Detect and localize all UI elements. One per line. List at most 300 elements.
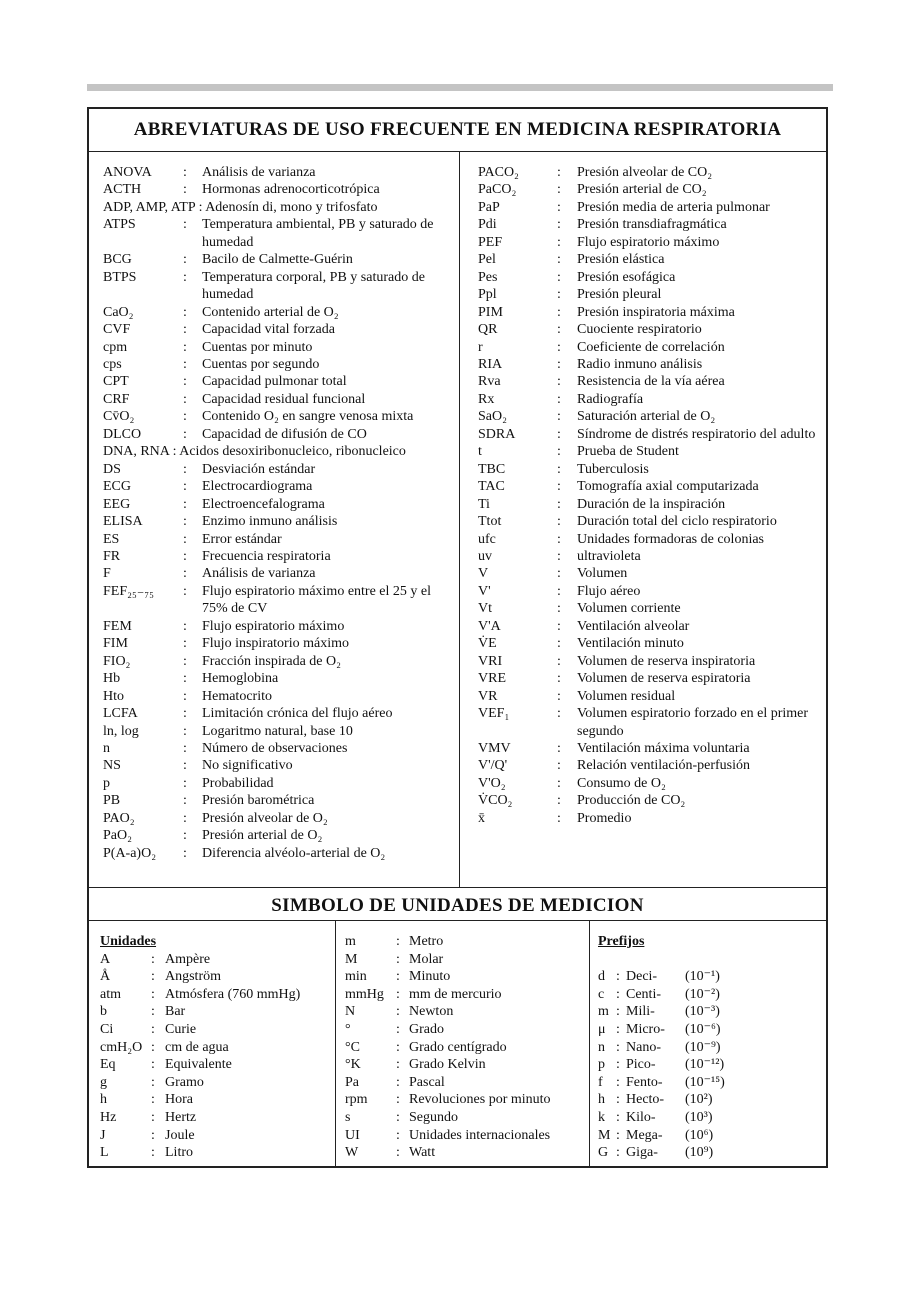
- abbreviation: x̄: [478, 810, 485, 826]
- abbreviation-entry: [478, 234, 818, 251]
- abbreviation-entry: [478, 216, 818, 233]
- abbreviation: V̇CO₂: [478, 793, 513, 809]
- abbreviation: CaO₂: [103, 304, 134, 320]
- abbreviation: Pel: [478, 252, 496, 268]
- definition: Duración total del ciclo respiratorio: [577, 514, 777, 530]
- column-divider: [589, 921, 590, 1168]
- definition: Tomografía axial computarizada: [577, 479, 759, 495]
- abbreviation-entry: [478, 565, 818, 582]
- definition: Volumen residual: [577, 688, 676, 704]
- abbreviation-entry: [478, 583, 818, 600]
- abbreviation-entry: [103, 827, 449, 844]
- definition: Número de observaciones: [202, 740, 348, 756]
- abbreviation: FIO₂: [103, 653, 131, 669]
- abbreviation: uv: [478, 548, 492, 564]
- definition: Unidades internacionales: [409, 1127, 551, 1143]
- colon: :: [396, 986, 400, 1002]
- prefix-entry: [598, 986, 818, 1004]
- definition: Volumen de reserva espiratoria: [577, 671, 751, 687]
- colon: :: [183, 845, 187, 861]
- divider: [89, 151, 826, 152]
- definition: Capacidad pulmonar total: [202, 374, 347, 390]
- abbreviation: Eq: [100, 1057, 116, 1073]
- unit-entry: [100, 1039, 330, 1057]
- unit-entry: [345, 1109, 585, 1127]
- abbreviation-entry: [478, 740, 818, 757]
- abbreviation: TAC: [478, 479, 505, 495]
- abbreviation-entry: [103, 513, 449, 530]
- abbreviation: FEF₂₅₋₇₅: [103, 583, 155, 599]
- abbreviation-entry: [478, 496, 818, 513]
- definition: Electroencefalograma: [202, 496, 325, 512]
- unit-entry: [100, 1003, 330, 1021]
- definition: Capacidad vital forzada: [202, 322, 335, 338]
- units-column-2: [345, 933, 585, 1162]
- prefix-symbol: n: [598, 1039, 605, 1055]
- unit-entry: [345, 1039, 585, 1057]
- colon: :: [557, 409, 561, 425]
- definition: Hematocrito: [202, 688, 272, 704]
- abbreviation: cps: [103, 356, 122, 372]
- colon: :: [557, 199, 561, 215]
- unit-entry: [345, 1074, 585, 1092]
- abbreviation-entry: [103, 478, 449, 495]
- colon: :: [557, 322, 561, 338]
- abbreviation-entry: [478, 810, 818, 827]
- definition: Presión arterial de O₂: [202, 828, 323, 844]
- abbreviations-right-column: [478, 164, 818, 827]
- abbreviation: ATPS: [103, 217, 136, 233]
- abbreviation-entry: [103, 723, 449, 740]
- definition: Temperatura corporal, PB y saturado de humedad: [202, 269, 425, 303]
- unit-entry: [100, 986, 330, 1004]
- abbreviation: Ci: [100, 1021, 114, 1037]
- abbreviation: CRF: [103, 391, 130, 407]
- abbreviation: W: [345, 1145, 359, 1161]
- colon: :: [557, 304, 561, 320]
- definition: Capacidad residual funcional: [202, 391, 366, 407]
- abbreviation: V'O₂: [478, 775, 506, 791]
- abbreviation: EEG: [103, 496, 131, 512]
- definition: Temperatura ambiental, PB y saturado de humedad: [202, 217, 434, 250]
- abbreviation: FIM: [103, 636, 128, 652]
- abbreviation-entry: [103, 688, 449, 705]
- definition: Hemoglobina: [202, 671, 279, 687]
- definition: Metro: [409, 934, 444, 949]
- abbreviation: t: [478, 444, 482, 460]
- definition: Gramo: [165, 1074, 204, 1090]
- abbreviation: A: [100, 951, 111, 967]
- abbreviation: ELISA: [103, 514, 143, 530]
- colon: :: [151, 969, 155, 985]
- abbreviation: cmH₂O: [100, 1039, 143, 1055]
- abbreviation: BTPS: [103, 269, 137, 285]
- definition: Análisis de varianza: [202, 566, 316, 582]
- definition: Saturación arterial de O₂: [577, 409, 716, 425]
- units-heading: Unidades: [100, 934, 157, 949]
- abbreviation: ACTH: [103, 182, 142, 198]
- abbreviation: F: [103, 566, 111, 582]
- prefix-symbol: p: [598, 1057, 605, 1073]
- unit-entry: [100, 1091, 330, 1109]
- definition: Minuto: [409, 969, 451, 985]
- colon: :: [183, 514, 187, 530]
- units-column-1: [100, 933, 330, 1162]
- abbreviation: LCFA: [103, 706, 138, 722]
- colon: :: [557, 269, 561, 285]
- definition: Segundo: [409, 1109, 458, 1125]
- abbreviation-entry: [478, 670, 818, 687]
- definition: Probabilidad: [202, 775, 274, 791]
- prefix-symbol: G: [598, 1145, 609, 1161]
- colon: :: [151, 1074, 155, 1090]
- colon: :: [557, 252, 561, 268]
- abbreviation-entry: [103, 531, 449, 548]
- colon: :: [396, 934, 400, 949]
- colon: :: [183, 566, 187, 582]
- prefix-name: Hecto-: [626, 1092, 665, 1108]
- unit-entry: [100, 1127, 330, 1145]
- colon: :: [183, 304, 187, 320]
- abbreviation: mmHg: [345, 986, 384, 1002]
- colon: :: [616, 1127, 620, 1143]
- abbreviation: M: [345, 951, 358, 967]
- colon: :: [183, 269, 187, 285]
- abbreviation: atm: [100, 986, 121, 1002]
- colon: :: [183, 496, 187, 512]
- prefix-power: (10⁻¹²): [685, 1057, 725, 1073]
- prefix-name: Mili-: [626, 1004, 655, 1020]
- definition: Volumen espiratorio forzado en el primer segundo: [577, 706, 809, 739]
- definition: Cuentas por minuto: [202, 339, 313, 355]
- definition: ultravioleta: [577, 548, 641, 564]
- definition: No significativo: [202, 758, 293, 774]
- abbreviation-entry: [103, 373, 449, 390]
- colon: :: [183, 758, 187, 774]
- abbreviation-entry: [478, 304, 818, 321]
- abbreviation: m: [345, 934, 356, 949]
- unit-entry: [345, 933, 585, 951]
- abbreviation: ln, log: [103, 723, 139, 739]
- abbreviation: SaO₂: [478, 409, 507, 425]
- abbreviation-entry: [478, 548, 818, 565]
- colon: :: [183, 618, 187, 634]
- abbreviations-table: [87, 107, 828, 1168]
- abbreviation: V': [478, 583, 491, 599]
- definition: Resistencia de la vía aérea: [577, 374, 725, 390]
- abbreviation-entry: [103, 408, 449, 425]
- definition: Revoluciones por minuto: [409, 1092, 551, 1108]
- colon: :: [557, 496, 561, 512]
- unit-entry: [100, 1021, 330, 1039]
- colon: :: [396, 1074, 400, 1090]
- definition: Relación ventilación-perfusión: [577, 758, 750, 774]
- abbreviation-entry: [103, 391, 449, 408]
- colon: :: [557, 758, 561, 774]
- prefix-entry: [598, 1127, 818, 1145]
- definition: Grado Kelvin: [409, 1057, 486, 1073]
- abbreviation: PaCO₂: [478, 182, 517, 198]
- definition: Enzimo inmuno análisis: [202, 514, 338, 530]
- prefix-symbol: c: [598, 986, 605, 1002]
- abbreviation-entry: [478, 653, 818, 670]
- colon: :: [616, 1039, 620, 1055]
- abbreviation-entry: [478, 618, 818, 635]
- abbreviation: PACO₂: [478, 165, 519, 180]
- definition: Ventilación alveolar: [577, 618, 690, 634]
- colon: :: [151, 1145, 155, 1161]
- prefix-symbol: h: [598, 1092, 605, 1108]
- definition: Molar: [409, 951, 444, 967]
- colon: :: [557, 514, 561, 530]
- prefix-name: Mega-: [626, 1127, 663, 1143]
- definition: Capacidad de difusión de CO: [202, 426, 367, 442]
- abbreviation: V̇E: [478, 636, 497, 652]
- abbreviation-entry: [103, 181, 449, 198]
- abbreviation: rpm: [345, 1092, 368, 1108]
- abbreviation: ANOVA: [103, 165, 152, 180]
- colon: :: [183, 531, 187, 547]
- abbreviation: n: [103, 740, 110, 756]
- abbreviation-entry: [478, 688, 818, 705]
- unit-entry: [100, 1109, 330, 1127]
- abbreviation: Ppl: [478, 287, 497, 303]
- colon: :: [183, 653, 187, 669]
- definition: Hormonas adrenocorticotrópica: [202, 182, 380, 198]
- definition: Litro: [165, 1145, 193, 1161]
- definition: Radio inmuno análisis: [577, 356, 703, 372]
- abbreviation-entry: [478, 461, 818, 478]
- definition: Cuociente respiratorio: [577, 322, 702, 338]
- unit-entry: [345, 1003, 585, 1021]
- prefix-name: Pico-: [626, 1057, 656, 1073]
- unit-entry: [345, 951, 585, 969]
- colon: :: [557, 182, 561, 198]
- definition: Logaritmo natural, base 10: [202, 723, 353, 739]
- abbreviation-entry: [478, 251, 818, 268]
- abbreviation-entry: [478, 792, 818, 809]
- abbreviations-left-column: [103, 164, 449, 862]
- abbreviation-entry: [478, 513, 818, 530]
- abbreviation-entry: [478, 757, 818, 774]
- colon: :: [616, 1021, 620, 1037]
- definition: Análisis de varianza: [202, 165, 316, 180]
- colon: :: [151, 1021, 155, 1037]
- abbreviation: BCG: [103, 252, 132, 268]
- definition: Flujo espiratorio máximo: [202, 618, 345, 634]
- colon: :: [396, 1057, 400, 1073]
- prefix-entry: [598, 1091, 818, 1109]
- colon: :: [151, 951, 155, 967]
- abbreviation-entry: [103, 845, 449, 862]
- definition: Equivalente: [165, 1057, 232, 1073]
- definition: Flujo aéreo: [577, 583, 641, 599]
- abbreviation-entry: [103, 251, 449, 268]
- definition: Ventilación minuto: [577, 636, 684, 652]
- definition: Atmósfera (760 mmHg): [165, 986, 301, 1002]
- colon: :: [183, 671, 187, 687]
- abbreviation: Vt: [478, 601, 492, 617]
- prefix-name: Kilo-: [626, 1109, 656, 1125]
- colon: :: [557, 775, 561, 791]
- abbreviation-entry: [103, 565, 449, 582]
- prefix-entry: [598, 968, 818, 986]
- colon: :: [183, 426, 187, 442]
- prefix-power: (10²): [685, 1092, 713, 1108]
- abbreviation-entry: [478, 443, 818, 460]
- colon: :: [183, 374, 187, 390]
- colon: :: [183, 548, 187, 564]
- colon: :: [557, 566, 561, 582]
- abbreviation-entry: [478, 321, 818, 338]
- abbreviation: Hz: [100, 1109, 117, 1125]
- prefix-entry: [598, 1074, 818, 1092]
- colon: :: [183, 182, 187, 198]
- abbreviation: V'/Q': [478, 758, 508, 774]
- abbreviation-entry: [103, 705, 449, 722]
- abbreviation-entry: [478, 426, 818, 443]
- abbreviation: Ti: [478, 496, 490, 512]
- table-title: ABREVIATURAS DE USO FRECUENTE EN MEDICINA RESPIRATORIA: [133, 119, 782, 140]
- colon: :: [183, 461, 187, 477]
- definition: Limitación crónica del flujo aéreo: [202, 706, 393, 722]
- abbreviation: Hto: [103, 688, 124, 704]
- colon: :: [151, 1004, 155, 1020]
- abbreviation: Pdi: [478, 217, 497, 233]
- colon: :: [616, 1092, 620, 1108]
- definition: Angström: [165, 969, 221, 985]
- prefix-symbol: m: [598, 1004, 609, 1020]
- abbreviation: P(A-a)O₂: [103, 845, 157, 861]
- definition: Presión esofágica: [577, 269, 676, 285]
- prefix-power: (10⁻²): [685, 986, 720, 1002]
- prefix-power: (10⁶): [685, 1127, 714, 1143]
- definition: Presión barométrica: [202, 793, 315, 809]
- colon: :: [557, 793, 561, 809]
- colon: :: [183, 339, 187, 355]
- colon: :: [396, 1039, 400, 1055]
- abbreviation: Pa: [345, 1074, 359, 1090]
- abbreviation-entry: [478, 600, 818, 617]
- abbreviation: DLCO: [103, 426, 142, 442]
- colon: :: [557, 391, 561, 407]
- abbreviation: TBC: [478, 461, 506, 477]
- colon: :: [557, 217, 561, 233]
- definition: Fracción inspirada de O₂: [202, 653, 342, 669]
- definition: Newton: [409, 1004, 454, 1020]
- abbreviation-entry: [478, 408, 818, 425]
- abbreviation: g: [100, 1074, 107, 1090]
- definition: mm de mercurio: [409, 986, 502, 1002]
- abbreviation: DS: [103, 461, 121, 477]
- abbreviation: b: [100, 1004, 107, 1020]
- abbreviation: NS: [103, 758, 121, 774]
- abbreviation-entry: [103, 496, 449, 513]
- definition: Consumo de O₂: [577, 775, 666, 791]
- abbreviation-entry: [478, 339, 818, 356]
- abbreviation: PaP: [478, 199, 500, 215]
- definition: Presión transdiafragmática: [577, 217, 727, 233]
- abbreviation: QR: [478, 322, 498, 338]
- abbreviation-entry: [478, 199, 818, 216]
- abbreviation: Rva: [478, 374, 501, 390]
- abbreviation-entry: [478, 531, 818, 548]
- colon: :: [557, 374, 561, 390]
- abbreviation-entry: [103, 757, 449, 774]
- abbreviation-entry: [103, 199, 449, 216]
- definition: Duración de la inspiración: [577, 496, 726, 512]
- abbreviation: SDRA: [478, 426, 516, 442]
- colon: :: [616, 1074, 620, 1090]
- abbreviation: p: [103, 775, 110, 791]
- definition: Ventilación máxima voluntaria: [577, 740, 750, 756]
- abbreviation-entry: [478, 181, 818, 198]
- colon: :: [183, 810, 187, 826]
- colon: :: [557, 444, 561, 460]
- definition: Bar: [165, 1004, 186, 1020]
- definition: Síndrome de distrés respiratorio del adulto: [577, 426, 816, 442]
- unit-entry: [345, 1091, 585, 1109]
- definition: Grado centígrado: [409, 1039, 507, 1055]
- definition: Frecuencia respiratoria: [202, 548, 331, 564]
- colon: :: [183, 322, 187, 338]
- entry-text: ADP, AMP, ATP : Adenosín di, mono y trifosfato: [103, 199, 378, 215]
- abbreviation: PAO₂: [103, 810, 135, 826]
- abbreviation: J: [100, 1127, 106, 1143]
- colon: :: [183, 252, 187, 268]
- abbreviation: L: [100, 1145, 109, 1161]
- definition: Producción de CO₂: [577, 793, 686, 809]
- colon: :: [396, 1127, 400, 1143]
- colon: :: [557, 810, 561, 826]
- colon: :: [557, 636, 561, 652]
- definition: Watt: [409, 1145, 436, 1161]
- definition: Volumen de reserva inspiratoria: [577, 653, 756, 669]
- colon: :: [183, 793, 187, 809]
- abbreviation: CVF: [103, 322, 131, 338]
- abbreviation: °C: [345, 1039, 360, 1055]
- definition: Bacilo de Calmette-Guérin: [202, 252, 353, 268]
- colon: :: [557, 618, 561, 634]
- definition: Unidades formadoras de colonias: [577, 531, 764, 547]
- abbreviation: min: [345, 969, 367, 985]
- definition: Flujo espiratorio máximo entre el 25 y el 75% de CV: [202, 583, 432, 617]
- abbreviation-entry: [103, 339, 449, 356]
- prefix-name: Deci-: [626, 969, 658, 985]
- abbreviation-entry: [478, 775, 818, 792]
- colon: :: [151, 1039, 155, 1055]
- entry-text: DNA, RNA : Acidos desoxiribonucleico, ribonucleico: [103, 444, 406, 460]
- prefix-name: Nano-: [626, 1039, 661, 1055]
- colon: :: [183, 391, 187, 407]
- colon: :: [396, 1021, 400, 1037]
- definition: Presión pleural: [577, 287, 662, 303]
- abbreviation: r: [478, 339, 483, 355]
- prefix-entry: [598, 1021, 818, 1039]
- prefixes-heading: Prefijos: [598, 934, 645, 949]
- abbreviation: PaO₂: [103, 828, 132, 844]
- abbreviation: PB: [103, 793, 121, 809]
- colon: :: [616, 969, 620, 985]
- colon: :: [557, 165, 561, 180]
- colon: :: [616, 1109, 620, 1125]
- abbreviation-entry: [478, 635, 818, 652]
- abbreviation-entry: [103, 775, 449, 792]
- abbreviation: PEF: [478, 234, 503, 250]
- prefix-entry: [598, 1039, 818, 1057]
- abbreviation-entry: [103, 426, 449, 443]
- prefix-power: (10⁻¹⁵): [685, 1074, 725, 1090]
